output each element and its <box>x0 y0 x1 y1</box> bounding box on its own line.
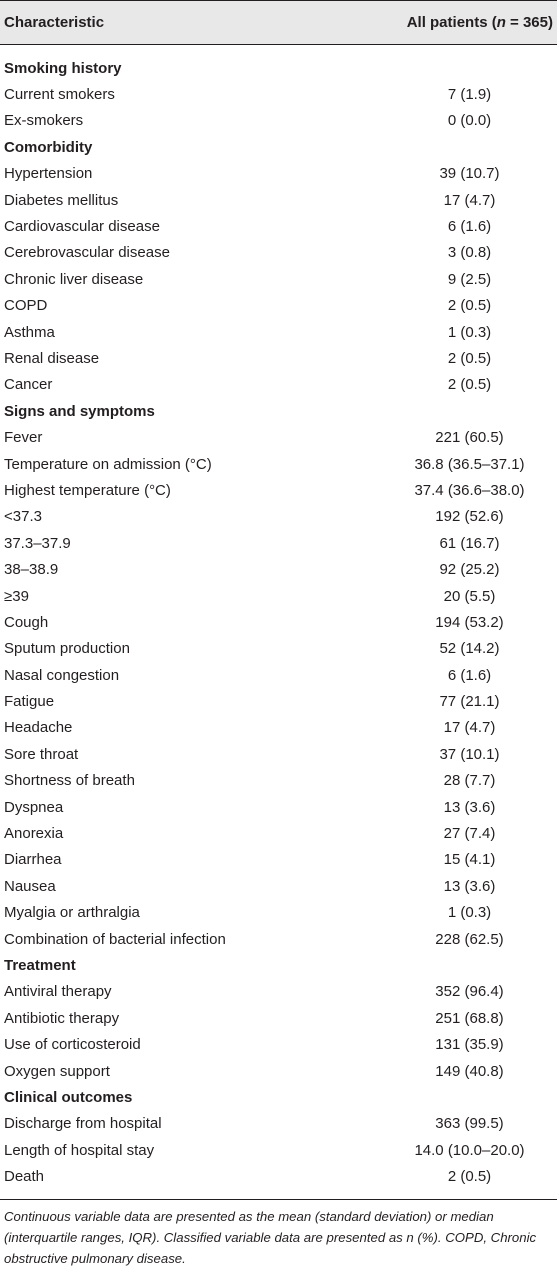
row-value: 2 (0.5) <box>447 376 492 394</box>
row-value: 61 (16.7) <box>439 534 500 552</box>
row-label: Asthma <box>4 323 55 341</box>
row-value: 194 (53.2) <box>435 613 504 631</box>
row-value: 7 (1.9) <box>447 86 492 104</box>
row-value: 39 (10.7) <box>439 165 500 183</box>
row-value: 228 (62.5) <box>435 930 504 948</box>
row-value: 13 (3.6) <box>443 798 496 816</box>
row-value: 77 (21.1) <box>439 693 500 711</box>
row-value: 149 (40.8) <box>435 1062 504 1080</box>
row-value: 17 (4.7) <box>443 191 496 209</box>
table-row <box>0 873 557 899</box>
table-header <box>0 1 557 44</box>
row-value: 9 (2.5) <box>447 270 492 288</box>
row-label: ≥39 <box>4 587 29 605</box>
row-label: Sore throat <box>4 745 79 763</box>
section-title: Treatment <box>4 956 76 974</box>
section-header-row <box>0 398 557 424</box>
table-footnote: Continuous variable data are presented as the mean (standard deviation) or median (interquartile ranges, IQR). Classified variable data are presented as n (%). COPD, Chronic obstructive pulmonary disease. <box>4 1208 537 1266</box>
section-header-row <box>0 952 557 978</box>
row-label: Cough <box>4 613 49 631</box>
table-row <box>0 319 557 345</box>
row-label: Antibiotic therapy <box>4 1009 120 1027</box>
table-row <box>0 609 557 635</box>
row-label: Discharge from hospital <box>4 1115 162 1133</box>
section-title: Clinical outcomes <box>4 1088 133 1106</box>
row-value: 27 (7.4) <box>443 825 496 843</box>
table-row <box>0 741 557 767</box>
row-value: 0 (0.0) <box>447 112 492 130</box>
section-title: Signs and symptoms <box>4 402 155 420</box>
table-body <box>0 45 557 1190</box>
row-label: Nasal congestion <box>4 666 120 684</box>
table-row <box>0 372 557 398</box>
table-row <box>0 293 557 319</box>
row-value: 52 (14.2) <box>439 640 500 658</box>
table-row <box>0 1137 557 1163</box>
table-row <box>0 847 557 873</box>
row-label: Anorexia <box>4 825 64 843</box>
section-title: Comorbidity <box>4 138 93 156</box>
table-row <box>0 1058 557 1084</box>
table-row <box>0 187 557 213</box>
row-value: 36.8 (36.5–37.1) <box>414 455 525 473</box>
table-row <box>0 424 557 450</box>
section-title: Smoking history <box>4 59 122 77</box>
section-header-row <box>0 55 557 81</box>
section-header-row <box>0 1084 557 1110</box>
row-label: Length of hospital stay <box>4 1141 155 1159</box>
row-label: Diarrhea <box>4 851 62 869</box>
row-label: Sputum production <box>4 640 130 658</box>
table-row <box>0 1163 557 1189</box>
row-value: 17 (4.7) <box>443 719 496 737</box>
row-label: Antiviral therapy <box>4 983 112 1001</box>
section-header-row <box>0 134 557 160</box>
row-value: 6 (1.6) <box>447 666 492 684</box>
row-value: 363 (99.5) <box>435 1115 504 1133</box>
row-label: Headache <box>4 719 73 737</box>
row-label: Dyspnea <box>4 798 64 816</box>
row-label: Chronic liver disease <box>4 270 144 288</box>
table-row <box>0 820 557 846</box>
row-label: Temperature on admission (°C) <box>4 455 212 473</box>
table-row <box>0 240 557 266</box>
table-row <box>0 556 557 582</box>
table-row <box>0 1111 557 1137</box>
row-label: Shortness of breath <box>4 772 135 790</box>
row-value: 2 (0.5) <box>447 1168 492 1186</box>
table-row <box>0 345 557 371</box>
row-value: 13 (3.6) <box>443 877 496 895</box>
row-label: Myalgia or arthralgia <box>4 904 140 922</box>
row-label: Cancer <box>4 376 53 394</box>
row-value: 20 (5.5) <box>443 587 496 605</box>
table-row <box>0 504 557 530</box>
row-label: Combination of bacterial infection <box>4 930 226 948</box>
header-characteristic: Characteristic <box>4 14 105 31</box>
table-row <box>0 926 557 952</box>
row-label: Ex-smokers <box>4 112 84 130</box>
row-value: 3 (0.8) <box>447 244 492 262</box>
table-row <box>0 900 557 926</box>
row-value: 131 (35.9) <box>435 1036 504 1054</box>
row-label: Nausea <box>4 877 56 895</box>
row-value: 92 (25.2) <box>439 561 500 579</box>
row-label: Fever <box>4 429 43 447</box>
header-all-patients-suffix: = 365) <box>505 14 553 31</box>
row-value: 6 (1.6) <box>447 218 492 236</box>
table-row <box>0 1031 557 1057</box>
row-label: Diabetes mellitus <box>4 191 119 209</box>
table-row <box>0 451 557 477</box>
table-row <box>0 662 557 688</box>
header-all-patients-prefix: All patients ( <box>406 14 497 31</box>
table-row <box>0 979 557 1005</box>
row-label: <37.3 <box>4 508 42 526</box>
row-value: 37.4 (36.6–38.0) <box>414 481 525 499</box>
row-value: 2 (0.5) <box>447 297 492 315</box>
table-row <box>0 768 557 794</box>
row-label: Fatigue <box>4 693 55 711</box>
row-label: 37.3–37.9 <box>4 534 71 552</box>
row-value: 37 (10.1) <box>439 745 500 763</box>
row-label: Current smokers <box>4 86 115 104</box>
row-value: 28 (7.7) <box>443 772 496 790</box>
row-label: Cerebrovascular disease <box>4 244 170 262</box>
table-row <box>0 81 557 107</box>
row-value: 1 (0.3) <box>447 323 492 341</box>
row-label: Hypertension <box>4 165 93 183</box>
header-all-patients <box>407 14 553 31</box>
row-value: 2 (0.5) <box>447 349 492 367</box>
row-label: 38–38.9 <box>4 561 59 579</box>
table-row <box>0 266 557 292</box>
row-label: COPD <box>4 297 48 315</box>
row-label: Cardiovascular disease <box>4 218 160 236</box>
table-row <box>0 583 557 609</box>
table-row <box>0 213 557 239</box>
table-row <box>0 794 557 820</box>
row-value: 251 (68.8) <box>435 1009 504 1027</box>
row-value: 192 (52.6) <box>435 508 504 526</box>
row-value: 221 (60.5) <box>435 429 504 447</box>
row-label: Renal disease <box>4 349 100 367</box>
table-row <box>0 1005 557 1031</box>
table-row <box>0 688 557 714</box>
row-label: Death <box>4 1168 45 1186</box>
header-n: n <box>496 14 506 31</box>
row-value: 1 (0.3) <box>447 904 492 922</box>
row-label: Oxygen support <box>4 1062 110 1080</box>
table-row <box>0 161 557 187</box>
row-label: Use of corticosteroid <box>4 1036 141 1054</box>
table-row <box>0 108 557 134</box>
row-value: 352 (96.4) <box>435 983 504 1001</box>
row-value: 14.0 (10.0–20.0) <box>414 1141 525 1159</box>
row-label: Highest temperature (°C) <box>4 481 171 499</box>
row-value: 15 (4.1) <box>443 851 496 869</box>
table-row <box>0 636 557 662</box>
table-row <box>0 477 557 503</box>
table-row <box>0 530 557 556</box>
table-row <box>0 715 557 741</box>
